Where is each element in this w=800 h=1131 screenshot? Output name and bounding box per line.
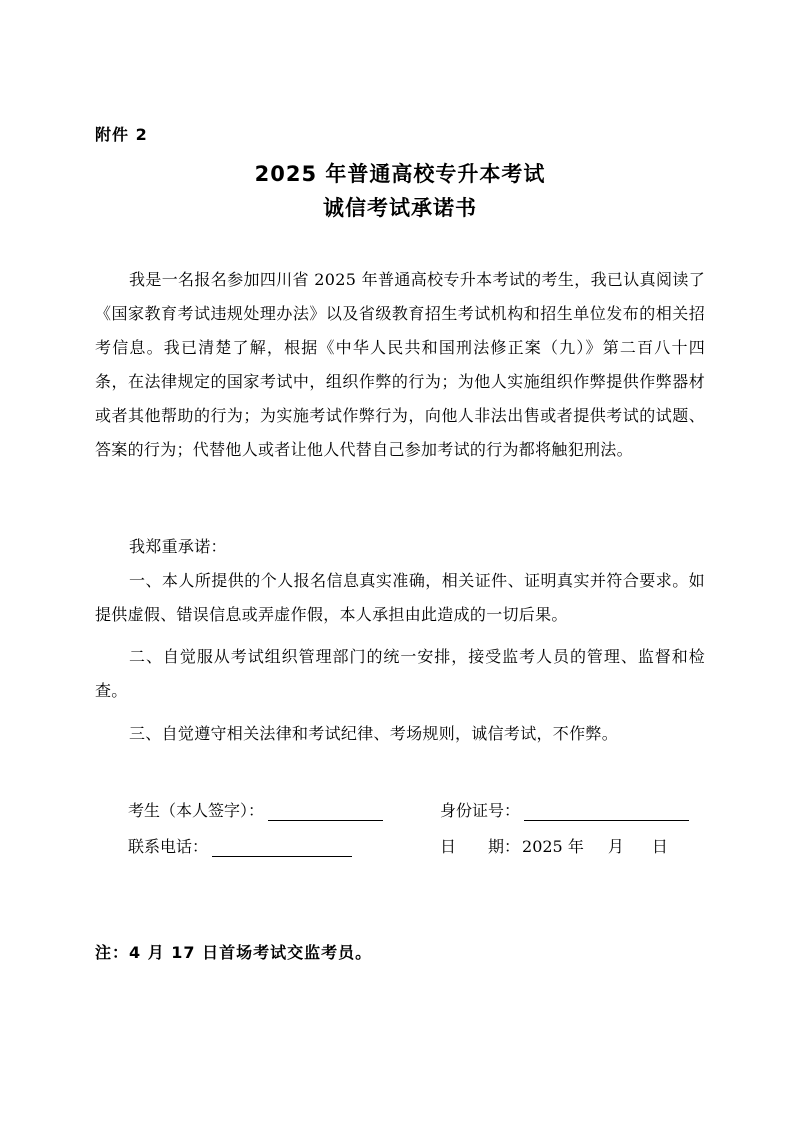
date-row [440, 834, 668, 857]
footer-note: 注：4 月 17 日首场考试交监考员。 [95, 943, 373, 962]
pledge-item-1: 一、本人所提供的个人报名信息真实准确，相关证件、证明真实并符合要求。如提供虚假、错误信息或弄虚作假，本人承担由此造成的一切后果。 [95, 571, 705, 624]
phone-row [128, 834, 352, 857]
id-number-label: 身份证号： [440, 801, 521, 820]
id-number-row [440, 798, 689, 821]
candidate-signature-label: 考生（本人签字）： [128, 801, 265, 820]
pledge-item-3: 三、自觉遵守相关法律和考试纪律、考场规则，诚信考试，不作弊。 [129, 724, 619, 743]
date-month: 月 [607, 837, 624, 856]
candidate-signature-row [128, 798, 383, 821]
attachment-label: 附件 2 [95, 125, 148, 144]
pledge-intro: 我郑重承诺： [129, 537, 227, 556]
date-day: 日 [651, 837, 668, 856]
document-title-line2: 诚信考试承诺书 [323, 196, 477, 220]
date-year: 2025 年 [522, 837, 584, 856]
phone-line[interactable] [212, 838, 352, 857]
document-title-line1: 2025 年普通高校专升本考试 [254, 162, 546, 186]
id-number-line[interactable] [524, 802, 689, 821]
candidate-signature-line[interactable] [268, 802, 383, 821]
pledge-item-2: 二、自觉服从考试组织管理部门的统一安排，接受监考人员的管理、监督和检查。 [95, 647, 705, 700]
phone-label: 联系电话： [128, 837, 209, 856]
declaration-paragraph: 我是一名报名参加四川省 2025 年普通高校专升本考试的考生，我已认真阅读了《国家教育考试违规处理办法》以及省级教育招生考试机构和招生单位发布的相关招考信息。我已清楚了解，根据《中华人民共和国刑法修正案（九）》第二百八十四条，在法律规定的国家考试中，组织作弊的行为；为他人实施组织作弊提供作弊器材或者其他帮助的行为；为实施考试作弊行为，向他人非法出售或者提供考试的试题、答案的行为；代替他人或者让他人代替自己参加考试的行为都将触犯刑法。 [95, 270, 705, 459]
date-label: 日 期： [440, 837, 521, 856]
